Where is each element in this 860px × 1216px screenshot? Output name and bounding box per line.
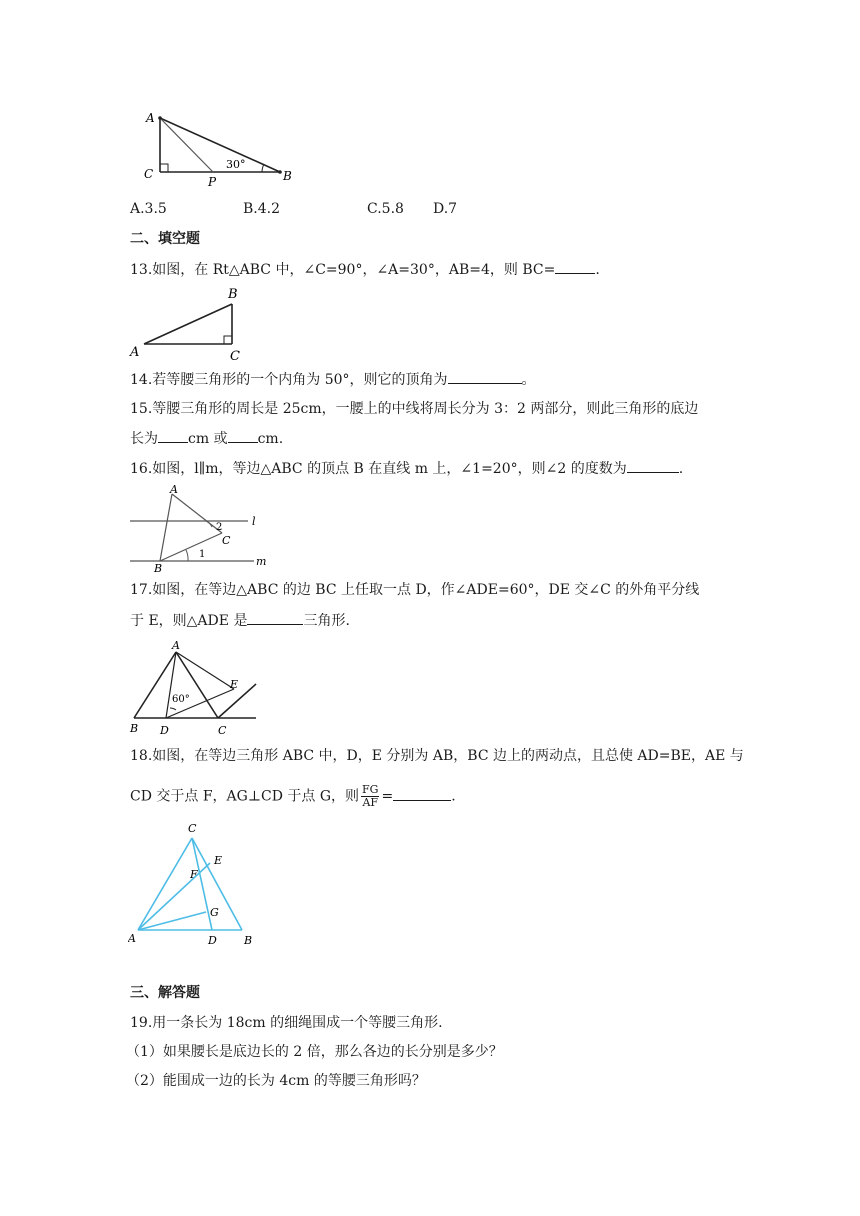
- fig17-label-e: E: [230, 678, 239, 691]
- fig18-label-f: F: [190, 868, 198, 881]
- question-18-line2: [130, 784, 456, 809]
- question-15-line1: 15.等腰三角形的周长是 25cm，一腰上的中线将周长分为 3：2 两部分，则此三角形的底边: [130, 401, 699, 417]
- q18-fraction-denominator: AF: [362, 796, 379, 809]
- q15-blank-2: [228, 428, 258, 443]
- fig17-label-a: A: [172, 639, 180, 652]
- figure-q12-triangle: [138, 106, 298, 186]
- q13-text: 13.如图，在 Rt△ABC 中，∠C=90°，∠A=30°，AB=4，则 BC=: [130, 262, 556, 278]
- question-17-line2: [130, 610, 350, 631]
- q15-text-a: 长为: [130, 431, 158, 447]
- option-b: B.4.2: [243, 201, 281, 217]
- question-19-part1: （1）如果腰长是底边长的 2 倍，那么各边的长分别是多少？: [126, 1044, 503, 1060]
- fig18-label-d: D: [208, 934, 217, 947]
- question-19-stem: 19.用一条长为 18cm 的细绳围成一个等腰三角形.: [130, 1015, 443, 1031]
- q18-text-a: CD 交于点 F，AG⊥CD 于点 G，则: [130, 788, 360, 805]
- option-a: A.3.5: [130, 201, 167, 217]
- question-16: [130, 458, 683, 479]
- fig13-label-a: A: [130, 345, 140, 360]
- fig16-angle-2: 2: [216, 522, 223, 533]
- q17-blank: [247, 610, 303, 625]
- figure-q13-triangle: [128, 284, 258, 362]
- fig16-label-a: A: [170, 484, 178, 496]
- q18-blank: [393, 786, 451, 801]
- question-19-part2: （2）能围成一边的长为 4cm 的等腰三角形吗？: [126, 1073, 426, 1089]
- q15-text-c: cm.: [257, 431, 284, 447]
- q15-blank-1: [158, 428, 188, 443]
- q18-equals: =: [381, 788, 394, 805]
- fig12-label-c: C: [144, 167, 154, 181]
- q14-text: 14.若等腰三角形的一个内角为 50°，则它的顶角为: [130, 372, 448, 388]
- q17-text-b: 三角形.: [303, 613, 350, 629]
- q14-end: 。: [521, 372, 536, 388]
- q18-fraction: [361, 784, 379, 809]
- q18-fraction-numerator: FG: [362, 783, 379, 796]
- fig18-label-g: G: [210, 906, 219, 919]
- question-17-line1: 17.如图，在等边△ABC 的边 BC 上任取一点 D，作∠ADE=60°，DE 交∠C 的外角平分线: [130, 582, 700, 598]
- fig12-label-a: A: [146, 111, 155, 125]
- fig17-label-d: D: [160, 724, 169, 737]
- fig12-label-p: P: [208, 175, 217, 186]
- q13-end: .: [595, 262, 600, 278]
- q13-blank: [555, 259, 595, 274]
- fig13-label-b: B: [228, 287, 238, 302]
- fig16-label-c: C: [222, 534, 231, 547]
- fig16-label-l: l: [252, 515, 256, 528]
- section-fill-in-title: 二、填空题: [130, 231, 200, 247]
- section-answer-title: 三、解答题: [130, 985, 200, 1001]
- q16-text: 16.如图，l∥m，等边△ABC 的顶点 B 在直线 m 上，∠1=20°，则∠2 的度数为: [130, 461, 627, 477]
- fig16-label-m: m: [256, 555, 267, 568]
- fig16-angle-1: 1: [199, 549, 206, 560]
- fig17-label-c: C: [218, 724, 227, 737]
- option-d: D.7: [433, 201, 458, 217]
- figure-q18-triangle: [128, 818, 268, 948]
- fig17-label-b: B: [130, 722, 139, 735]
- fig18-label-e: E: [214, 854, 223, 867]
- fig17-angle-label: 60°: [172, 694, 190, 705]
- fig12-angle-label: 30°: [226, 158, 246, 171]
- q16-end: .: [678, 461, 684, 477]
- q16-blank: [627, 458, 679, 473]
- q14-blank: [448, 369, 522, 384]
- question-15-line2: [130, 428, 283, 449]
- option-c: C.5.8: [367, 201, 404, 217]
- q18-end: .: [451, 788, 456, 805]
- fig18-label-b: B: [244, 934, 253, 947]
- question-13: [130, 259, 600, 280]
- fig13-label-c: C: [230, 349, 240, 362]
- fig12-label-b: B: [283, 169, 292, 183]
- q15-text-b: cm 或: [188, 431, 228, 447]
- question-18-line1: 18.如图，在等边三角形 ABC 中，D，E 分别为 AB，BC 边上的两动点，且总使 AD=BE，AE 与: [130, 748, 744, 764]
- question-14: [130, 369, 536, 390]
- fig16-label-b: B: [154, 562, 163, 574]
- fig18-label-c: C: [188, 822, 197, 835]
- figure-q16-parallel-lines: [128, 484, 278, 574]
- figure-q17-triangle: [128, 638, 268, 738]
- q17-text-a: 于 E，则△ADE 是: [130, 613, 248, 629]
- fig18-label-a: A: [128, 932, 136, 945]
